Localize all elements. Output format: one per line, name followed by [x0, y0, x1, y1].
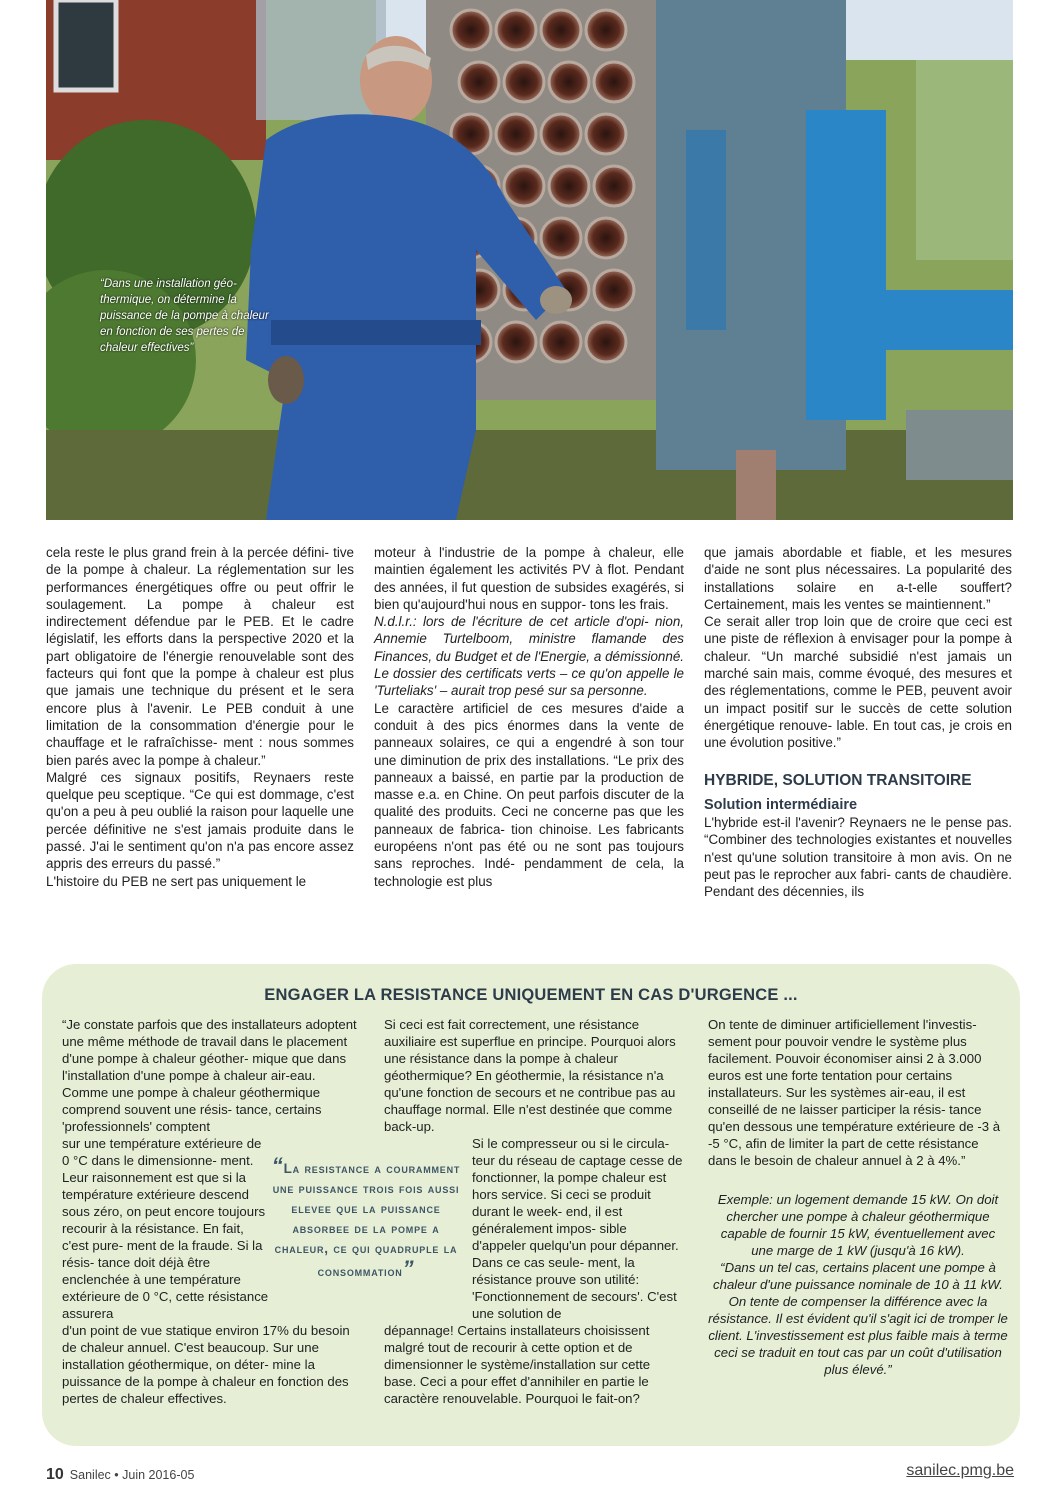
drilling-scene-image	[46, 0, 1013, 520]
footer-left	[46, 1466, 194, 1484]
article-column-1	[46, 544, 354, 890]
article-column-2	[374, 544, 684, 890]
pipe-end	[586, 322, 626, 362]
pipe-end	[504, 166, 544, 206]
pipe-end	[594, 270, 634, 310]
paragraph: “Je constate parfois que des installateurs adoptent une même méthode de travail dans le placement d'une pompe à chaleur géother- mique que dans l'installation d'une pompe à chaleur air-eau. Comme une pompe à chaleur géothermique comprend souvent une résis- tance, certains 'professionnels' comptent	[62, 1017, 357, 1134]
publication-info: Sanilec • Juin 2016-05	[69, 1468, 195, 1482]
pipe-end	[451, 10, 491, 50]
pipe-end	[541, 114, 581, 154]
paragraph: Ce serait aller trop loin que de croire que ceci est une piste de réflexion à envisager pour la pompe à chaleur. “Un marché subsidié n'est jamais un marché sain mais, comme évoqué, des mesures et des réglementations, comme le PEB, peuvent avoir un impact positif sur le succès de cette solution énergétique renouve- lable. En tout cas, je crois en une évolution positive.”	[704, 614, 1012, 751]
quote-open-mark: “	[271, 1153, 284, 1178]
pipe-end	[504, 62, 544, 102]
pull-quote-text: La resistance a couramment une puissance trois fois aussi elevee que la puissance absorbee de la pompe a chaleur, ce qui quadruple la consommation	[272, 1161, 461, 1279]
pipe-end	[594, 62, 634, 102]
article-photo	[46, 0, 1013, 520]
box-title: ENGAGER LA RESISTANCE UNIQUEMENT EN CAS D'URGENCE ...	[264, 986, 798, 1004]
paragraph: Si le compresseur ou si le circula- teur du réseau de captage cesse de fonctionner, la pompe chaleur est hors service. Si ceci se produit durant le week- end, il est généralement impos- sible d'appeler quelqu'un pour dépanner. Dans ce cas seule- ment, la résistance prouve son utilité: 'Fonctionnement de secours'. C'est une solution de	[472, 1136, 683, 1321]
box-column-3	[708, 1016, 1008, 1378]
pipe-end	[549, 62, 589, 102]
paragraph: L'histoire du PEB ne sert pas uniquement le	[46, 873, 307, 889]
paragraph: moteur à l'industrie de la pompe à chaleur, elle maintien également les activités PV à flot. Pendant des années, il fut question de subsides exagérés, si bien qu'aujourd'hui nous en suppor- tons les frais.	[374, 545, 684, 612]
paragraph: Le caractère artificiel de ces mesures d'aide a conduit à des pics énormes dans la vente de panneaux solaires, ce qui a engendré à son tour une diminution de prix des installations. “Le prix des panneaux a baissé, en partie par la production de masse e.a. en Chine. On peut parfois discuter de la qualité des produits. Ceci ne concerne pas que les panneaux de fabrica- tion chinoise. Les fabricants européens n'ont pas été ou ne sont pas toujours sans reproches. Indé- pendamment de cela, la technologie est plus	[374, 700, 684, 889]
footer-url-link[interactable]: sanilec.pmg.be	[906, 1462, 1014, 1479]
paragraph: dépannage! Certains installateurs choisissent malgré tout de recourir à cette option et de dimensionner le système/installation sur cette base. Ceci a pour effet d'annihiler en partie le caractère renouvelable. Pourquoi le fait-on?	[384, 1323, 651, 1406]
pipe-end	[586, 218, 626, 258]
pipe-end	[586, 10, 626, 50]
quote-close-mark: ”	[402, 1256, 415, 1281]
sub-heading: Solution intermédiaire	[704, 796, 858, 813]
pipe-end	[459, 62, 499, 102]
paragraph: sur une température extérieure de 0 °C dans le dimensionne- ment. Leur raisonnement est que si la température extérieure descend sous zéro, on peut encore toujours recourir à la résistance. En fait, c'est pure- ment de la fraude. Si la résis- tance doit déjà être enclenchée à une température extérieure de 0 °C, cette résistance assurera	[62, 1136, 269, 1321]
example-text: Exemple: un logement demande 15 kW. On doit chercher une pompe à chaleur géothermique capable de fournir 15 kW, éventuellement avec une marge de 1 kW (jusqu'à 16 kW).	[717, 1192, 999, 1258]
pipe-end	[594, 166, 634, 206]
paragraph: Malgré ces signaux positifs, Reynaers reste quelque peu sceptique. “Ce qui est dommage, c'est qu'on a peu à peu oublié la raison pour laquelle une percée définitive ne s'est jamais produite dans le passé. J'ai le sentiment qu'on n'a pas encore assez appris des erreurs du passé.”	[46, 769, 354, 872]
pipe-end	[541, 322, 581, 362]
page-number: 10	[46, 1466, 64, 1483]
pipe-end	[496, 10, 536, 50]
pipe-end	[541, 10, 581, 50]
paragraph: que jamais abordable et fiable, et les mesures d'aide ne sont plus nécessaires. La popularité des installations solaire en a-t-elle souffert? Certainement, mais les ventes se maintiennent.”	[704, 545, 1012, 612]
pipe-end	[496, 114, 536, 154]
paragraph: On tente de diminuer artificiellement l'investis- sement pour pouvoir vendre le système plus facilement. Pouvoir économiser ainsi 2 à 3.000 euros est une forte tentation pour certains installateurs. Sur les systèmes air-eau, il est conseillé de ne laisser participer la résis- tance qu'en dessous une température extérieure de -3 à -5 °C, afin de limiter la part de cette résistance dans le besoin de chaleur annuel à 2 à 4%.”	[708, 1017, 1001, 1168]
paragraph: cela reste le plus grand frein à la percée défini- tive de la pompe à chaleur. La réglementation sur les performances énergétiques offre ou peut offrir le soulagement. La pompe à chaleur est indirectement défendue par le PEB. Et le cadre législatif, les efforts dans la perspective 2020 et la part obligatoire de l'énergie renouvelable sont des facteurs qui font que la pompe à chaleur est plus que jamais une technique du présent et le sera encore plus à l'avenir. Le PEB conduit à une limitation de la consommation d'énergie pour le chauffage et le rafraîchisse- ment : nous sommes bien parés avec la pompe à chaleur.”	[46, 545, 354, 768]
paragraph: Si ceci est fait correctement, une résistance auxiliaire est superflue en principe. Pourquoi alors une résistance dans la pompe à chaleur géothermique? En géothermie, la résistance n'a qu'une fonction de secours et ne contribue pas au chauffage normal. Elle n'est destinée que comme back-up.	[384, 1017, 676, 1134]
sidebar-box	[42, 964, 1020, 1446]
pipe-end	[586, 114, 626, 154]
paragraph: d'un point de vue statique environ 17% du besoin de chaleur annuel. C'est beaucoup. Sur une installation géothermique, on déter- mine la puissance de la pompe à chaleur en fonction des pertes de chaleur effectives.	[62, 1323, 350, 1406]
section-heading: HYBRIDE, SOLUTION TRANSITOIRE	[704, 771, 972, 789]
editor-note: N.d.l.r.: lors de l'écriture de cet article d'opi- nion, Annemie Turtelboom, ministre flamande des Finances, du Budget et de l'Energie, a démissionné. Le dossier des certificats verts – ce qu'on appelle le 'Turteliaks' – aurait trop pesé sur sa personne.	[374, 614, 684, 699]
pipe-end	[549, 166, 589, 206]
box-column-2	[384, 1016, 684, 1407]
example-quote: “Dans un tel cas, certains placent une pompe à chaleur d'une puissance nominale de 10 à 11 kW. On tente de compenser la différence avec la résistance. Il est évident qu'il s'agit ici de tromper le client. L'investissement est plus faible mais à terme ceci se traduit en tout cas par un coût d'utilisation plus élevé.”	[708, 1260, 1008, 1377]
paragraph: L'hybride est-il l'avenir? Reynaers ne le pense pas. “Combiner des technologies existantes et nouvelles n'est qu'une solution transitoire à mon avis. On ne peut pas le reprocher aux fabri- cants de chaudière. Pendant des décennies, ils	[704, 815, 1012, 900]
pipe-end	[496, 322, 536, 362]
article-column-3	[704, 544, 1012, 901]
pipe-end	[541, 218, 581, 258]
photo-caption: “Dans une installation géo- thermique, on détermine la puissance de la pompe à chaleur en fonction de ses pertes de chaleur effectives”	[100, 278, 269, 354]
